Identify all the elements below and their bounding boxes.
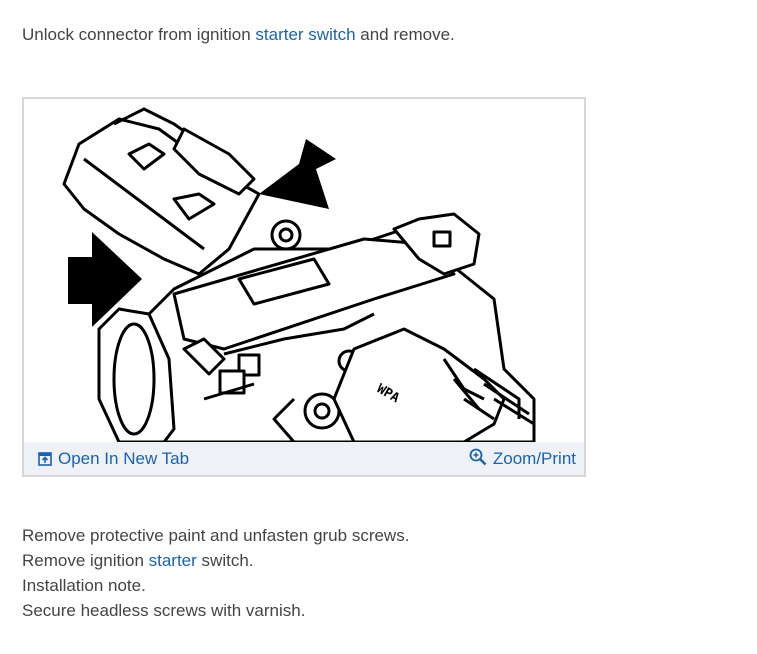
step-line-4: Secure headless screws with varnish. <box>22 601 306 620</box>
ignition-switch-diagram <box>24 99 584 442</box>
instruction-steps <box>22 523 409 623</box>
figure-toolbar <box>24 442 584 475</box>
intro-paragraph <box>22 23 455 47</box>
open-in-new-tab-button[interactable] <box>38 448 189 470</box>
open-new-tab-icon <box>38 452 52 466</box>
zoom-in-icon <box>469 448 487 466</box>
open-in-new-tab-label: Open In New Tab <box>58 449 190 468</box>
intro-text-start: Unlock connector from ignition <box>22 25 256 44</box>
starter-link[interactable]: starter <box>148 551 197 570</box>
step-line-1: Remove protective paint and unfasten grub screws. <box>22 526 410 545</box>
part-marking-label: WPA <box>374 381 402 407</box>
step-line-2 <box>22 548 409 573</box>
upper-arrow-icon <box>259 139 336 209</box>
diagram-figure <box>22 97 586 477</box>
zoom-print-button[interactable] <box>469 448 576 470</box>
step-line-2-end: switch. <box>196 551 254 570</box>
intro-text-end: and remove. <box>355 25 455 44</box>
step-line-3: Installation note. <box>22 576 146 595</box>
starter-switch-link[interactable]: starter switch <box>255 25 356 44</box>
step-line-2-start: Remove ignition <box>22 551 149 570</box>
zoom-print-label: Zoom/Print <box>492 449 576 468</box>
